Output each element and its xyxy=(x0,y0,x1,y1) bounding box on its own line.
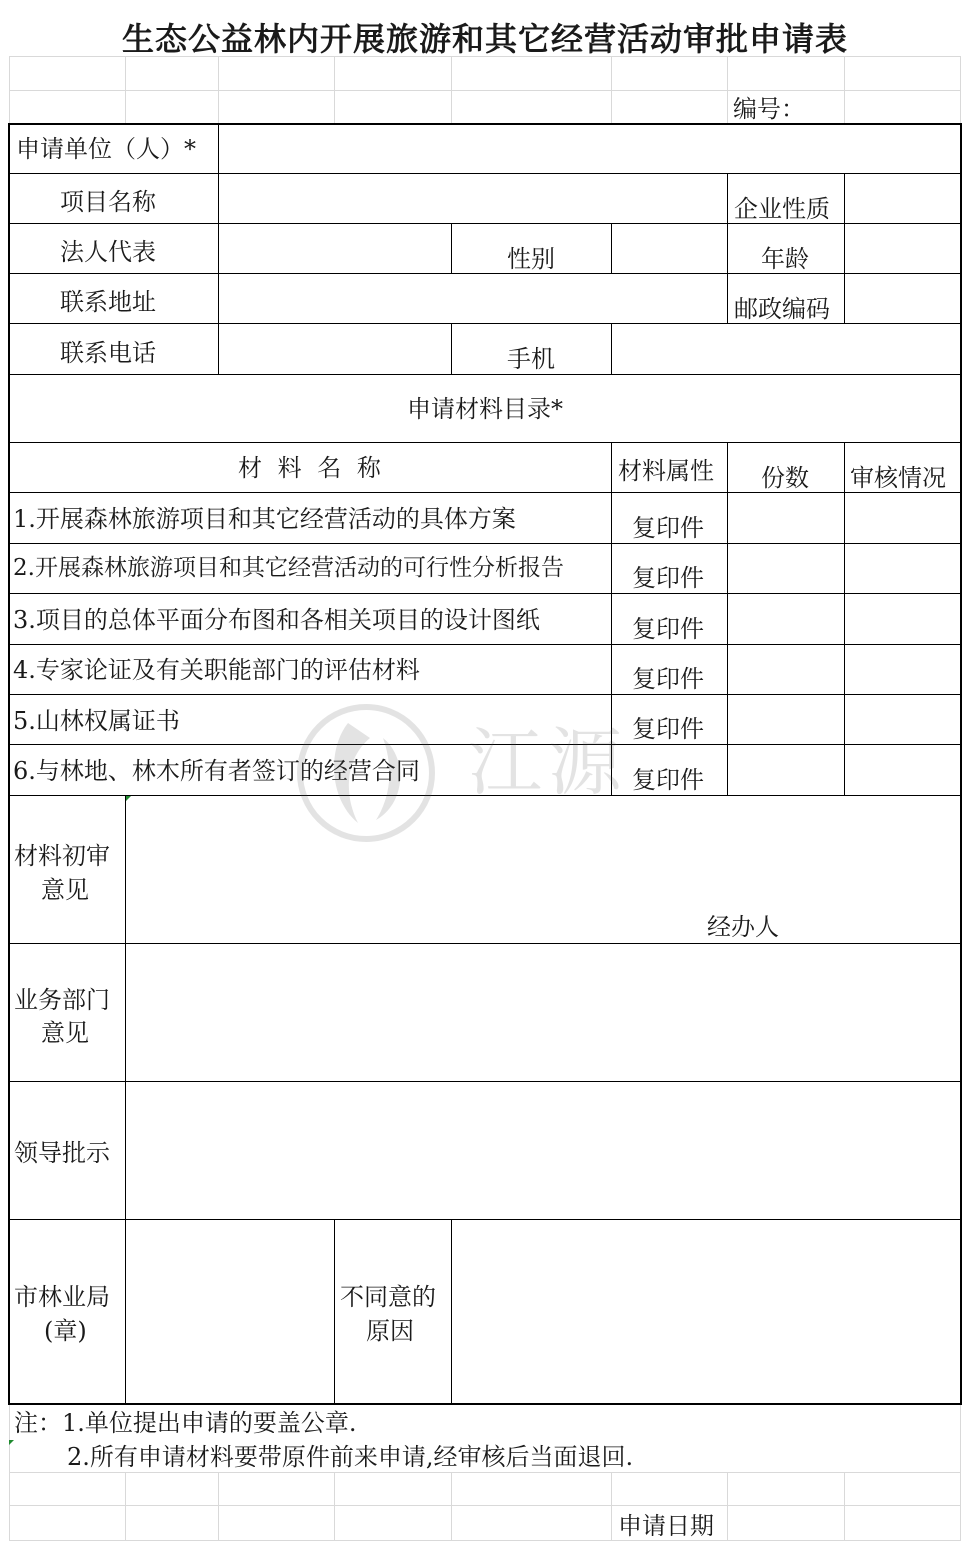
material-row-attr: 复印件 xyxy=(632,766,704,794)
applicant-unit-label: 申请单位（人）* xyxy=(16,135,196,163)
table-border xyxy=(611,323,612,375)
gridline xyxy=(727,56,728,124)
table-border xyxy=(8,123,10,1405)
gridline xyxy=(9,56,10,124)
gridline xyxy=(9,1505,961,1506)
department-opinion-label: 业务部门 xyxy=(14,986,110,1014)
initial-review-label: 材料初审 xyxy=(14,842,110,870)
table-border xyxy=(8,543,962,544)
gridline xyxy=(451,56,452,124)
cell-marker-icon xyxy=(9,1440,14,1445)
gridline xyxy=(611,1472,612,1541)
table-border xyxy=(334,1219,335,1404)
leader-approval-label: 领导批示 xyxy=(14,1139,110,1167)
table-border xyxy=(8,273,962,274)
table-border xyxy=(451,1219,452,1404)
project-name-label: 项目名称 xyxy=(60,188,156,216)
materials-header-attr: 材料属性 xyxy=(618,457,714,485)
table-border xyxy=(611,442,612,796)
table-border xyxy=(8,173,962,174)
material-row-attr: 复印件 xyxy=(632,564,704,592)
page-title: 生态公益林内开展旅游和其它经营活动审批申请表 xyxy=(121,20,848,58)
table-border xyxy=(8,644,962,645)
materials-section-title: 申请材料目录* xyxy=(407,395,563,423)
material-row-name: 2.开展森林旅游项目和其它经营活动的可行性分析报告 xyxy=(13,555,564,581)
table-border xyxy=(8,795,962,796)
gridline xyxy=(844,1472,845,1541)
gridline xyxy=(960,56,961,124)
material-row-attr: 复印件 xyxy=(632,615,704,643)
department-opinion-label: 意见 xyxy=(41,1019,89,1047)
reject-reason-label: 原因 xyxy=(366,1317,414,1345)
note-line: 2.所有申请材料要带原件前来申请,经审核后当面退回. xyxy=(67,1443,634,1471)
gridline xyxy=(9,1472,961,1473)
table-border xyxy=(611,223,612,274)
table-border xyxy=(8,943,962,944)
table-border xyxy=(8,223,962,224)
gridline xyxy=(844,56,845,124)
gridline xyxy=(125,56,126,124)
table-border xyxy=(8,1081,962,1082)
table-border xyxy=(8,1219,962,1220)
materials-header-copies: 份数 xyxy=(761,464,809,492)
table-border xyxy=(8,593,962,594)
table-border xyxy=(125,795,126,1404)
table-border xyxy=(218,123,219,375)
reject-reason-label: 不同意的 xyxy=(340,1283,436,1311)
gridline xyxy=(9,90,961,91)
table-border xyxy=(8,442,962,443)
mobile-label: 手机 xyxy=(507,345,555,373)
material-row-attr: 复印件 xyxy=(632,715,704,743)
enterprise-type-label: 企业性质 xyxy=(734,195,830,223)
table-border xyxy=(727,173,728,324)
materials-header-name: 材 料 名 称 xyxy=(238,454,381,482)
watermark-text: 江源 xyxy=(468,720,628,806)
bureau-seal-label: 市林业局 xyxy=(14,1283,110,1311)
gridline xyxy=(611,56,612,124)
gridline xyxy=(218,1472,219,1541)
postal-code-label: 邮政编码 xyxy=(734,295,830,323)
gridline xyxy=(960,1404,961,1541)
bureau-seal-label: (章) xyxy=(44,1317,87,1345)
material-row-attr: 复印件 xyxy=(632,514,704,542)
material-row-name: 1.开展森林旅游项目和其它经营活动的具体方案 xyxy=(13,505,516,533)
gridline xyxy=(9,1404,10,1541)
table-border xyxy=(8,323,962,324)
handler-label: 经办人 xyxy=(707,913,779,941)
address-label: 联系地址 xyxy=(60,288,156,316)
gridline xyxy=(9,1540,961,1541)
table-border xyxy=(8,123,962,125)
cell-marker-icon xyxy=(126,796,131,801)
table-border xyxy=(8,1403,962,1405)
gridline xyxy=(727,1472,728,1541)
gridline xyxy=(218,56,219,124)
table-border xyxy=(8,492,962,493)
table-border xyxy=(8,694,962,695)
phone-label: 联系电话 xyxy=(60,339,156,367)
initial-review-label: 意见 xyxy=(41,876,89,904)
table-border xyxy=(451,223,452,274)
gridline xyxy=(334,56,335,124)
material-row-name: 5.山林权属证书 xyxy=(13,707,180,735)
note-line: 注：1.单位提出申请的要盖公章. xyxy=(14,1409,357,1437)
table-border xyxy=(451,323,452,375)
material-row-name: 6.与林地、林木所有者签订的经营合同 xyxy=(13,757,420,785)
table-border xyxy=(960,123,962,1405)
material-row-name: 4.专家论证及有关职能部门的评估材料 xyxy=(13,656,420,684)
legal-rep-label: 法人代表 xyxy=(60,238,156,266)
gender-label: 性别 xyxy=(507,245,555,273)
serial-number-label: 编号： xyxy=(733,95,805,123)
table-border xyxy=(844,173,845,324)
material-row-name: 3.项目的总体平面分布图和各相关项目的设计图纸 xyxy=(13,606,540,634)
table-border xyxy=(8,374,962,375)
table-border xyxy=(844,442,845,796)
gridline xyxy=(334,1472,335,1541)
gridline xyxy=(125,1472,126,1541)
age-label: 年龄 xyxy=(761,245,809,273)
application-date-label: 申请日期 xyxy=(618,1512,714,1540)
gridline xyxy=(451,1472,452,1541)
materials-header-review: 审核情况 xyxy=(850,464,946,492)
table-border xyxy=(8,744,962,745)
table-border xyxy=(727,442,728,796)
material-row-attr: 复印件 xyxy=(632,665,704,693)
